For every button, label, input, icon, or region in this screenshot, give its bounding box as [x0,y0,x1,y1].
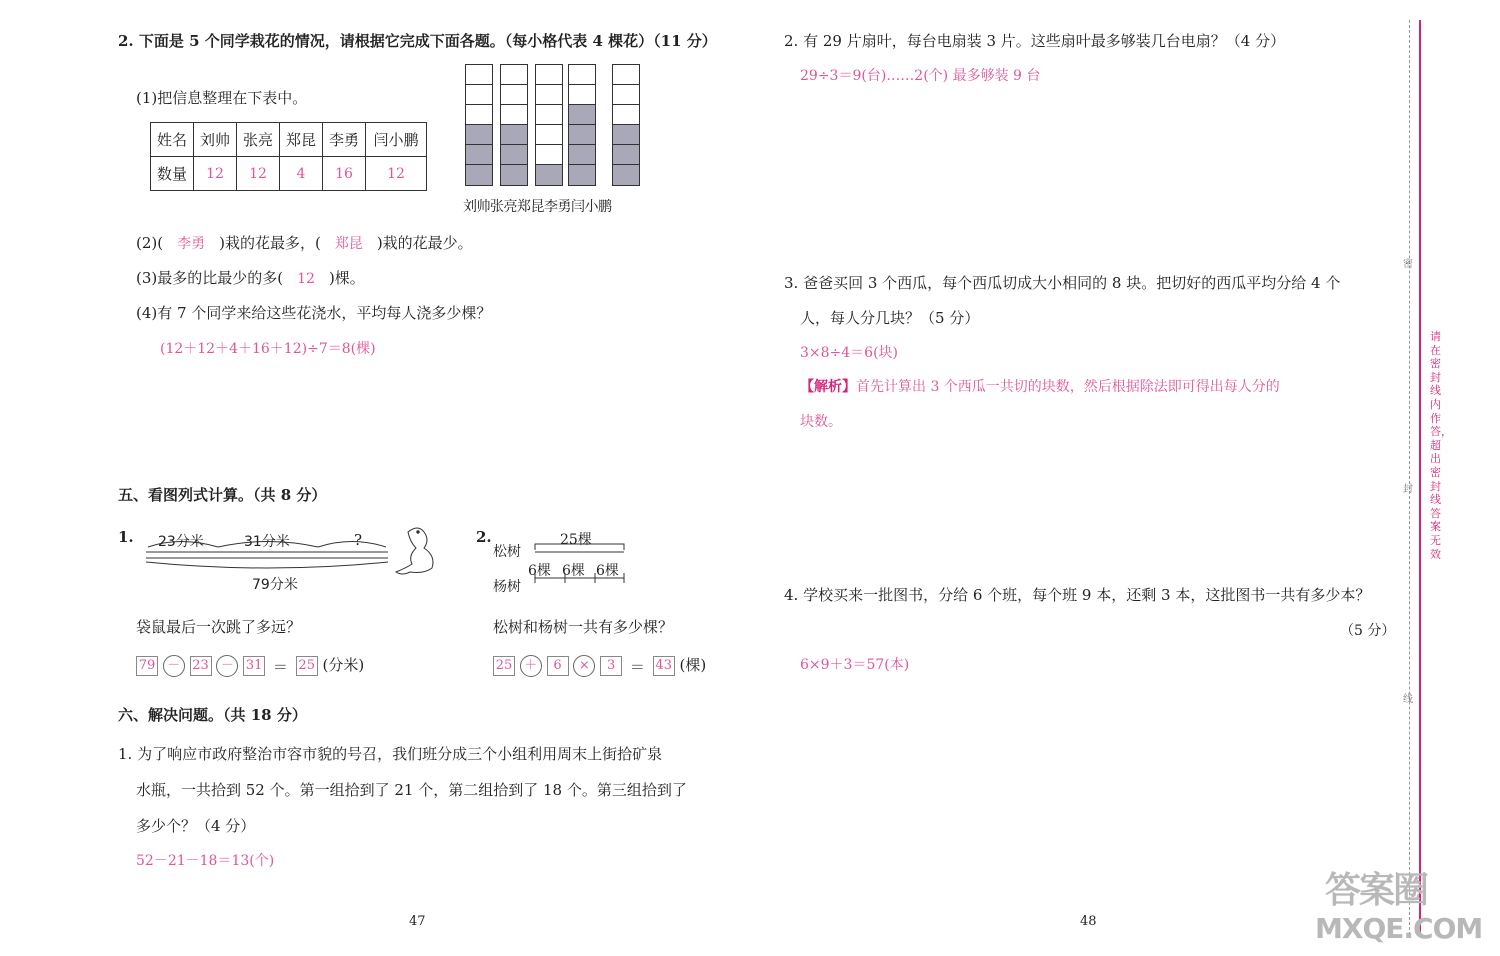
operator-circle[interactable]: － [216,655,238,677]
right-q2: 2. 有 29 片扇叶，每台电扇装 3 片。这些扇叶最多够装几台电扇？（4 分） [784,32,1286,50]
sec5-q2-seg: 6棵 [562,563,585,579]
sec6-q1-line1: 1. 为了响应市政府整治市容市貌的号召，我们班分成三个小组利用周末上街拾矿泉 [118,745,663,763]
sec5-q2-label-pine: 松树 [493,544,521,560]
table-value-cell: 16 [323,157,366,191]
seal-mark-top: 密 [1403,259,1413,270]
right-q3-answer: 3×8÷4＝6(块) [800,345,899,361]
bar-cell-filled [569,145,595,165]
sec6-q1-line2: 水瓶，一共拾到 52 个。第一组拾到了 21 个，第二组拾到了 18 个。第三组拾到了 [136,781,687,799]
text: (2)( [136,234,164,252]
seal-mark-bottom: 线 [1403,694,1413,705]
text: )栽的花最多，( [219,234,321,252]
pine-brace [535,544,624,550]
answer-box[interactable]: 31 [243,656,265,676]
equals-sign: ＝ [272,657,288,676]
sec5-q2-question: 松树和杨树一共有多少棵？ [493,618,674,636]
bar-cell-empty [536,145,562,165]
right-q4-answer: 6×9＋3＝57(本) [800,657,910,673]
table-name-cell: 闫小鹏 [366,123,427,157]
analysis-label: 【解析】 [800,379,856,395]
text: )棵。 [328,269,365,287]
sec5-q2-total: 25棵 [560,532,592,548]
sec6-q1-line3: 多少个？（4 分） [136,817,256,835]
bar-cell-filled [569,165,595,185]
bar-cell-empty [466,65,492,85]
right-q3-analysis-line2: 块数。 [800,414,842,430]
text: (3)最多的比最少的多( [136,269,284,287]
right-q3-line2: 人，每人分几块？（5 分） [800,309,980,327]
bar-cell-filled [613,125,639,145]
sec5-q1-question: 袋鼠最后一次跳了多远？ [136,618,302,636]
bar-cell-filled [501,125,527,145]
bar-column [500,64,528,186]
answer-least: 郑昆 [334,236,363,252]
sec5-q1-equation [136,654,364,677]
bar-cell-empty [466,105,492,125]
bar-cell-empty [536,105,562,125]
analysis-text: 首先计算出 3 个西瓜一共切的块数，然后根据除法即可得出每人分的 [856,379,1280,395]
sec5-q1-seg2: 31分米 [244,534,290,550]
total-brace [146,562,388,568]
question-2-part1: (1)把信息整理在下表中。 [136,89,308,107]
bar-cell-empty [613,105,639,125]
seal-line-notice: 请在密封线内作答，超出密封线答案无效 [1430,330,1452,561]
watermark-bottom-text: MXQE.COM [1315,912,1483,945]
answer-box[interactable]: 6 [547,656,569,676]
bar-cell-empty [569,85,595,105]
answer-most: 李勇 [177,236,206,252]
bar-cell-empty [501,85,527,105]
bar-cell-empty [536,85,562,105]
answer-part4: (12＋12＋4＋16＋12)÷7＝8(棵) [160,341,376,357]
sec5-q2-num: 2. [476,528,492,546]
sec5-q2-label-poplar: 杨树 [493,579,521,595]
table-row-label: 数量 [151,157,194,191]
binding-margin-line [1419,20,1421,935]
operator-circle[interactable]: ＋ [520,655,542,677]
table-row [151,123,427,157]
bar-column [568,64,596,186]
bar-cell-filled [569,105,595,125]
right-q4-score: （5 分） [1340,623,1396,639]
question-2-part3 [136,267,365,288]
bar-cell-filled [466,125,492,145]
section-6-title: 六、解决问题。（共 18 分） [118,706,307,724]
sec5-q2-seg: 6棵 [596,563,619,579]
page-number-left: 47 [409,914,426,929]
bar-cell-empty [613,85,639,105]
answer-box[interactable]: 25 [493,656,515,676]
watermark-logo [1315,862,1495,952]
bar-column [535,64,563,186]
question-2-part4: (4)有 7 个同学来给这些花浇水，平均每人浇多少棵？ [136,304,492,322]
operator-circle[interactable]: × [573,655,595,677]
question-2-title: 2. 下面是 5 个同学栽花的情况，请根据它完成下面各题。（每小格代表 4 棵花）（11 分） [118,32,717,50]
section-5-title: 五、看图列式计算。（共 8 分） [118,486,327,504]
bar-cell-empty [613,65,639,85]
bar-cell-filled [536,165,562,185]
answer-difference: 12 [297,271,315,287]
watermark-top-text: 答案圈 [1325,870,1428,911]
table-name-cell: 郑昆 [280,123,323,157]
operator-circle[interactable]: － [163,655,185,677]
sec5-q1-seg3: ? [354,531,363,549]
sec5-q1-total: 79分米 [252,577,298,593]
answer-box[interactable]: 25 [296,656,318,676]
sec5-q2-seg: 6棵 [528,563,551,579]
answer-box[interactable]: 23 [190,656,212,676]
table-header-label: 姓名 [151,123,194,157]
bar-cell-empty [536,65,562,85]
right-q3-analysis [800,376,1280,396]
unit-label: (分米) [322,656,365,674]
table-row [151,157,427,191]
text: )栽的花最少。 [376,234,473,252]
bar-column [612,64,640,186]
page-number-right: 48 [1080,914,1097,929]
right-q2-answer: 29÷3＝9(台)……2(个) 最多够装 9 台 [800,68,1041,84]
bar-chart-names: 刘帅张亮郑昆李勇闫小鹏 [463,199,612,215]
answer-box[interactable]: 79 [136,656,158,676]
bar-cell-empty [536,125,562,145]
bar-cell-filled [501,145,527,165]
right-q4: 4. 学校买来一批图书，分给 6 个班，每个班 9 本，还剩 3 本，这批图书一共有多少本？ [784,586,1371,604]
table-name-cell: 张亮 [237,123,280,157]
bar-column [465,64,493,186]
bar-cell-filled [501,165,527,185]
sec5-q1-seg1: 23分米 [158,534,204,550]
bar-cell-empty [569,65,595,85]
sec5-q1-num: 1. [118,528,134,546]
bar-cell-empty [501,65,527,85]
table-name-cell: 李勇 [323,123,366,157]
seal-mark-mid: 封 [1403,484,1413,495]
bar-cell-empty [501,105,527,125]
bar-cell-filled [613,165,639,185]
equals-sign: ＝ [629,657,645,676]
flowers-table [150,122,427,191]
kangaroo-icon [396,528,433,574]
unit-label: (棵) [679,656,707,674]
table-value-cell: 4 [280,157,323,191]
binding-dashed-line [1409,20,1410,935]
answer-box[interactable]: 3 [600,656,622,676]
bar-cell-filled [569,125,595,145]
bar-cell-filled [466,145,492,165]
table-value-cell: 12 [237,157,280,191]
right-q3-line1: 3. 爸爸买回 3 个西瓜，每个西瓜切成大小相同的 8 块。把切好的西瓜平均分给 4 个 [784,274,1341,292]
table-value-cell: 12 [366,157,427,191]
question-2-part2 [136,232,473,253]
answer-box[interactable]: 43 [653,656,675,676]
tree-diagram [530,540,630,590]
table-value-cell: 12 [194,157,237,191]
bar-cell-empty [466,85,492,105]
bar-cell-filled [613,145,639,165]
table-name-cell: 刘帅 [194,123,237,157]
bar-cell-filled [466,165,492,185]
sec5-q2-equation [493,654,706,677]
sec6-q1-answer: 52－21－18＝13(个) [136,853,275,869]
